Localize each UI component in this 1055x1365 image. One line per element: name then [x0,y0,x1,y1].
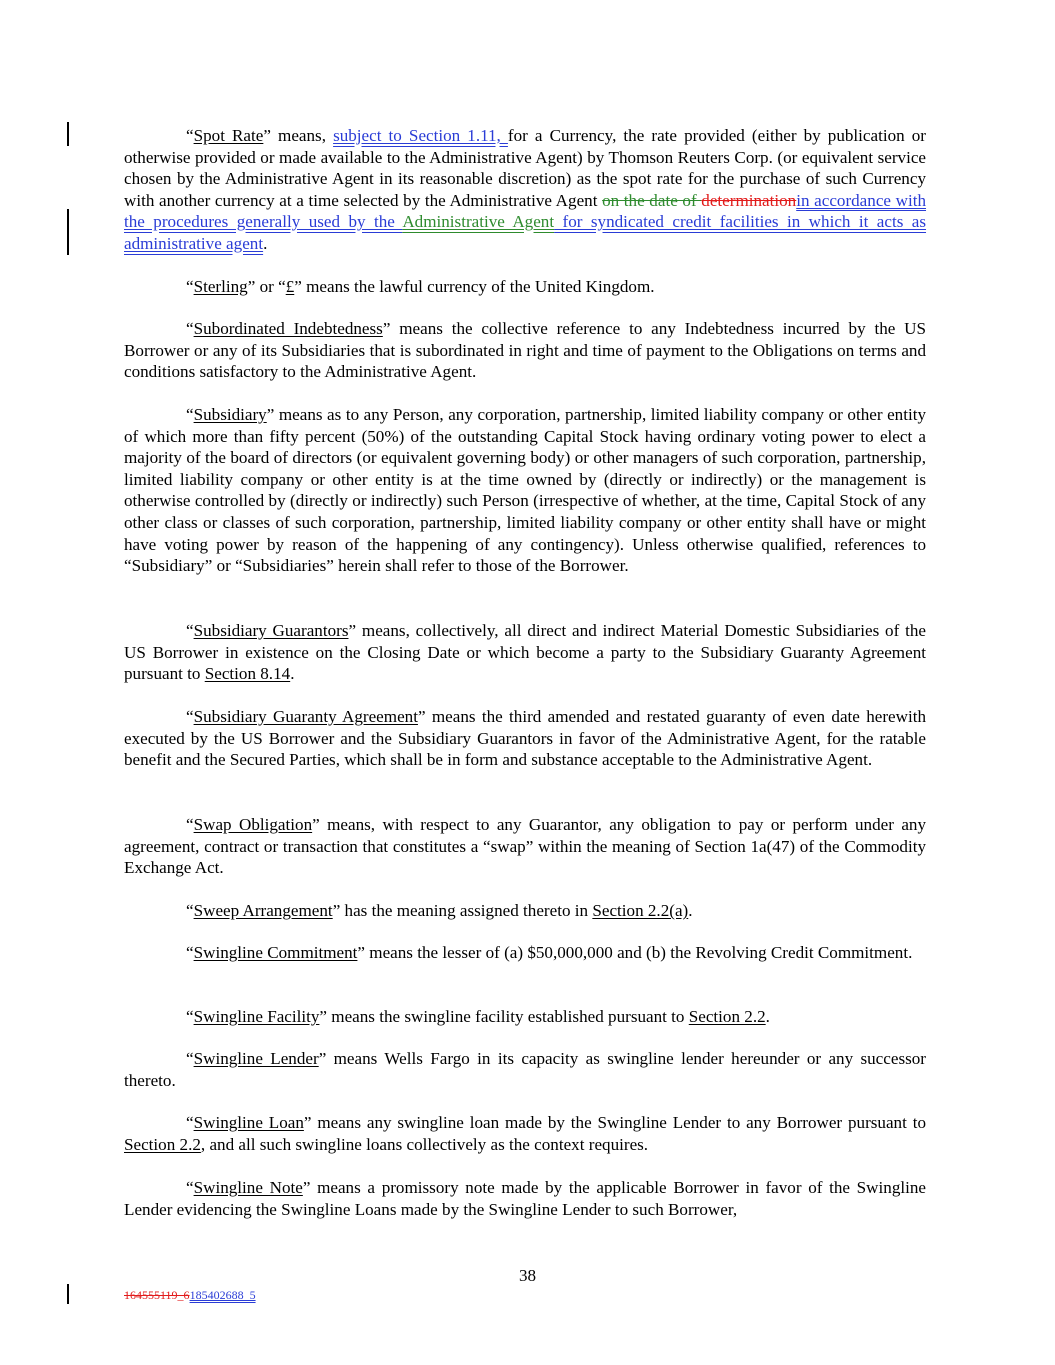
definition-swingline-lender: “Swingline Lender” means Wells Fargo in its capacity as swingline lender hereunder or any successor thereto. [124,1049,926,1090]
defined-term: Swingline Note [193,1178,303,1197]
tracked-deletion: determination [701,190,797,210]
defined-term: Swingline Commitment [193,943,358,962]
section-reference: Section 2.2 [124,1134,201,1154]
change-bar [67,122,69,146]
tracked-insertion: subject to Section 1.11, [333,126,508,145]
definition-swingline-note: “Swingline Note” means a promissory note made by the applicable Borrower in favor of the Swingline Lender evidencing the Swingline Loans made by the Swingline Lender to such Borrower, [124,1178,926,1219]
defined-term: Subordinated Indebtedness [193,319,383,338]
inserted-document-id: 185402688_5 [189,1288,256,1302]
defined-term: Swingline Lender [193,1049,319,1068]
defined-term: Sweep Arrangement [193,901,333,920]
defined-term: £ [285,277,295,296]
tracked-insertion: for syndicated credit facilities in which it acts as administrative agent [124,212,927,253]
definition-subordinated-indebtedness: “Subordinated Indebtedness” means the collective reference to any Indebtedness incurred by the US Borrower or any of its Subsidiaries that is subordinated in right and time of payment to the Obligations on terms and conditions satisfactory to the Administrative Agent. [124,319,926,382]
change-bar [67,1284,69,1304]
defined-term: Subsidiary Guaranty Agreement [193,707,418,726]
defined-term: Subsidiary Guarantors [193,621,349,640]
page-number: 38 [518,1266,537,1285]
tracked-insertion: Administrative Agent [402,212,555,232]
definition-subsidiary-guarantors: “Subsidiary Guarantors” means, collectively, all direct and indirect Material Domestic Subsidiaries of the US Borrower in existence on the Closing Date or which become a party to the Subsidiary Guaranty Agreement pursuant to Section 8.14. [124,621,927,684]
definition-swingline-facility: “Swingline Facility” means the swingline facility established pursuant to Section 2.2. [186,1007,770,1026]
section-reference: Section 2.2(a) [592,901,689,920]
definition-swingline-commitment: “Swingline Commitment” means the lesser of (a) $50,000,000 and (b) the Revolving Credit Commitment. [186,943,913,962]
tracked-deletion: on the date of [602,190,702,210]
definition-subsidiary: “Subsidiary” means as to any Person, any corporation, partnership, limited liability company or other entity of which more than fifty percent (50%) of the outstanding Capital Stock having ordinary voting power to elect a majority of the board of directors (or equivalent governing body) or other managers of such corporation, partnership, limited liability company or other entity is at the time owned by (directly or indirectly) or the management is otherwise controlled by (directly or indirectly) such Person (irrespective of whether, at the time, Capital Stock of any other class or classes of such corporation, partnership, limited liability company or other entity shall have or might have voting power by reason of the happening of any contingency). Unless otherwise qualified, references to “Subsidiary” or “Subsidiaries” herein shall refer to those of the Borrower. [124,405,926,576]
tracked-insertion: in accordance with the procedures generally used by the [124,190,927,232]
defined-term: Spot Rate [193,126,264,145]
definition-swingline-loan: “Swingline Loan” means any swingline loan made by the Swingline Lender to any Borrower pursuant to Section 2.2, and all such swingline loans collectively as the context requires. [124,1113,926,1154]
defined-term: Swap Obligation [193,815,313,834]
deleted-document-id: 164555119_6 [124,1288,190,1302]
section-reference: Section 2.2 [688,1007,766,1026]
change-bar [67,209,69,255]
defined-term: Subsidiary [193,405,267,424]
definition-swap-obligation: “Swap Obligation” means, with respect to any Guarantor, any obligation to pay or perform under any agreement, contract or transaction that constitutes a “swap” within the meaning of Section 1a(47) of the Commodity Exchange Act. [124,815,927,878]
definition-spot-rate: “Spot Rate” means, subject to Section 1.11, for a Currency, the rate provided (either by publication or otherwise provided or made available to the Administrative Agent) by Thomson Reuters Corp. (or equivalent service chosen by the Administrative Agent in its reasonable discretion) as the spot rate for the purchase of such Currency with another currency at a time selected by the Administrative Agent on the date of determinationin accordance with the procedures generally used by the Administrative Agent for syndicated credit facilities in which it acts as administrative agent. [124,126,927,253]
section-reference: Section 8.14 [204,664,291,684]
defined-term: Swingline Facility [193,1007,320,1026]
definition-sweep-arrangement: “Sweep Arrangement” has the meaning assigned thereto in Section 2.2(a). [186,901,693,920]
definition-sterling: “Sterling” or “£” means the lawful currency of the United Kingdom. [186,277,655,296]
definition-subsidiary-guaranty-agreement: “Subsidiary Guaranty Agreement” means the third amended and restated guaranty of even date herewith executed by the US Borrower and the Subsidiary Guarantors in favor of the Administrative Agent, for the ratable benefit and the Secured Parties, which shall be in form and substance acceptable to the Administrative Agent. [124,707,926,770]
defined-term: Sterling [193,277,248,296]
defined-term: Swingline Loan [193,1113,304,1132]
document-id [124,1288,256,1303]
